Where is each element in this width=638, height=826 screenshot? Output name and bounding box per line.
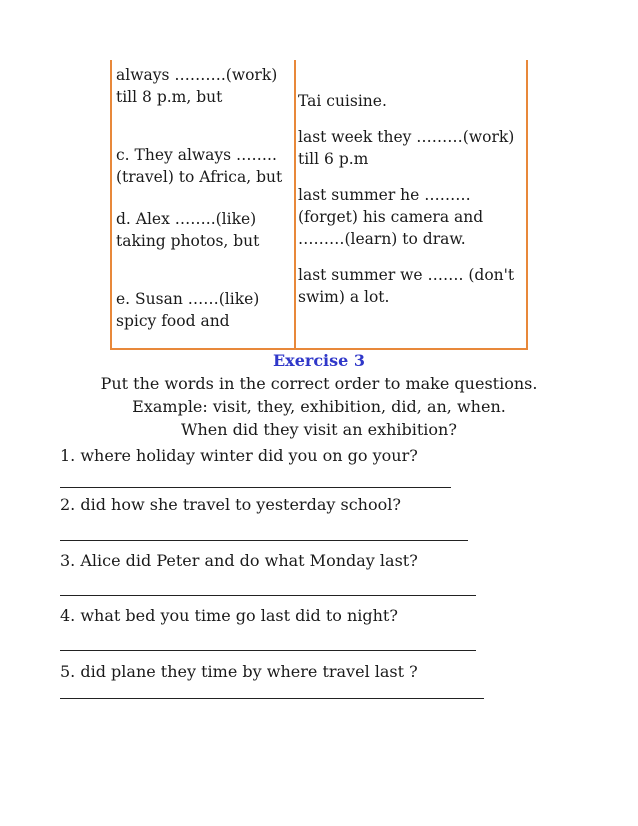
question-1: 1. where holiday winter did you on go your?	[60, 446, 418, 465]
cell-line: spicy food and	[116, 312, 230, 330]
answer-line-2[interactable]	[60, 540, 468, 541]
table-cell-left-1	[116, 64, 277, 108]
cell-line: last summer he ………	[298, 186, 471, 204]
cell-line: till 8 p.m, but	[116, 88, 223, 106]
cell-line: last week they ………(work)	[298, 128, 515, 146]
question-3: 3. Alice did Peter and do what Monday last?	[60, 551, 418, 570]
cell-line: swim) a lot.	[298, 288, 390, 306]
cell-line: d. Alex ……..(like)	[116, 210, 257, 228]
question-4: 4. what bed you time go last did to night?	[60, 606, 398, 625]
table-divider	[294, 60, 296, 348]
instruction-text: Put the words in the correct order to make questions.	[100, 374, 538, 393]
cell-line: last summer we ……. (don't	[298, 266, 515, 284]
cell-line: e. Susan ……(like)	[116, 290, 260, 308]
answer-line-4[interactable]	[60, 650, 476, 651]
question-5: 5. did plane they time by where travel last ?	[60, 662, 418, 681]
table-cell-right-4	[298, 264, 514, 308]
cell-line: (travel) to Africa, but	[116, 168, 283, 186]
example-text: Example: visit, they, exhibition, did, an, when.	[132, 397, 506, 416]
cell-line: Tai cuisine.	[298, 92, 387, 110]
cell-line: always ……….(work)	[116, 66, 278, 84]
cell-line: ………(learn) to draw.	[298, 230, 466, 248]
exercise-title: Exercise 3	[272, 351, 366, 370]
table-cell-left-4	[116, 288, 259, 332]
cell-line: c. They always ……..	[116, 146, 277, 164]
cell-line: till 6 p.m	[298, 150, 369, 168]
example-answer: When did they visit an exhibition?	[181, 420, 457, 439]
cell-line: (forget) his camera and	[298, 208, 484, 226]
table-cell-right-2	[298, 126, 514, 170]
question-2: 2. did how she travel to yesterday school?	[60, 495, 401, 514]
answer-line-3[interactable]	[60, 595, 476, 596]
answer-line-5[interactable]	[60, 698, 484, 699]
answer-line-1[interactable]	[60, 487, 451, 488]
table-cell-left-3	[116, 208, 259, 252]
table-cell-left-2	[116, 144, 282, 188]
table-cell-right-3	[298, 184, 483, 250]
cell-line: taking photos, but	[116, 232, 260, 250]
table-cell-right-1	[298, 90, 387, 112]
